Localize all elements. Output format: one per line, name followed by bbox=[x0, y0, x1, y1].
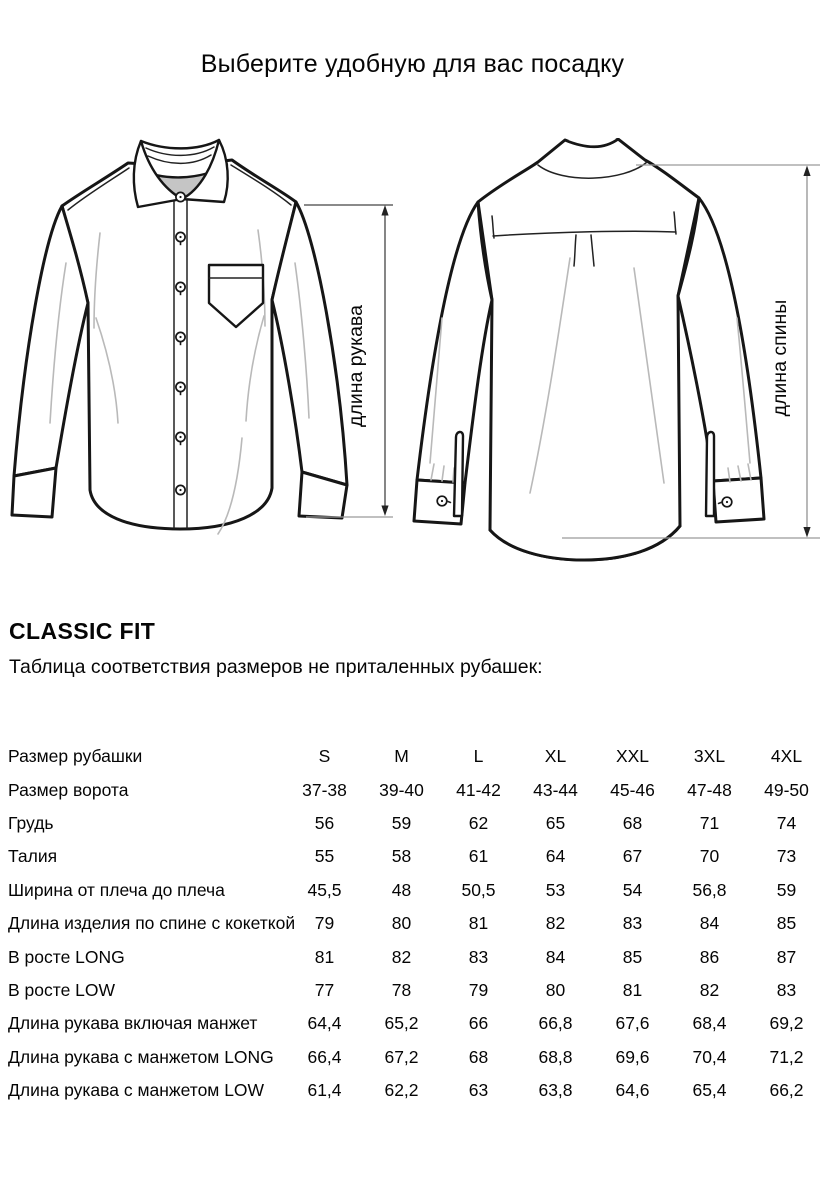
cell-value: 64 bbox=[545, 846, 566, 867]
cell-value: 48 bbox=[391, 879, 412, 900]
collar-button bbox=[176, 192, 185, 201]
cell-value: 66 bbox=[468, 1013, 489, 1034]
cell-value: 58 bbox=[391, 846, 412, 867]
front-left-cuff bbox=[12, 468, 56, 517]
table-row bbox=[8, 840, 824, 873]
cell-value: 65,2 bbox=[384, 1013, 419, 1034]
row-label: Грудь bbox=[8, 812, 54, 833]
row-label: Размер рубашки bbox=[8, 746, 143, 767]
table-row bbox=[8, 974, 824, 1007]
cell-value: 79 bbox=[468, 979, 489, 1000]
row-label: Талия bbox=[8, 846, 58, 867]
cell-value: 56,8 bbox=[692, 879, 727, 900]
cell-value: 54 bbox=[622, 879, 643, 900]
back-right-cuff bbox=[713, 478, 764, 522]
cell-value: 62 bbox=[468, 812, 489, 833]
back-left-sleeve bbox=[417, 202, 492, 483]
cell-value: 43-44 bbox=[533, 779, 578, 800]
cell-value: 64,6 bbox=[615, 1080, 650, 1101]
front-torso bbox=[62, 160, 296, 529]
cell-value: 83 bbox=[776, 979, 797, 1000]
cell-value: 68 bbox=[468, 1046, 489, 1067]
arrow-down-icon bbox=[803, 527, 810, 538]
cell-value: 65,4 bbox=[692, 1080, 727, 1101]
back-torso bbox=[478, 139, 699, 560]
fit-heading: CLASSIC FIT bbox=[9, 618, 156, 644]
cell-value: 67,2 bbox=[384, 1046, 419, 1067]
cell-value: 39-40 bbox=[379, 779, 424, 800]
table-row bbox=[8, 807, 824, 840]
cell-value: 85 bbox=[622, 946, 643, 967]
cell-value: 61,4 bbox=[307, 1080, 342, 1101]
row-label: В росте LONG bbox=[8, 946, 125, 967]
cell-value: 74 bbox=[776, 812, 797, 833]
front-collar bbox=[134, 140, 228, 207]
cell-value: 71 bbox=[699, 812, 720, 833]
cell-value: 69,6 bbox=[615, 1046, 650, 1067]
cell-value: 82 bbox=[545, 913, 566, 934]
table-row bbox=[8, 1074, 824, 1107]
table-row bbox=[8, 1007, 824, 1040]
cell-value: 45-46 bbox=[610, 779, 655, 800]
cell-value: 61 bbox=[468, 846, 489, 867]
back-length-label: длина спины bbox=[769, 299, 791, 417]
size-table bbox=[8, 740, 824, 1107]
row-label: Длина изделия по спине с кокеткой bbox=[8, 913, 296, 934]
table-row bbox=[8, 940, 824, 973]
cell-value: 4XL bbox=[770, 746, 803, 767]
row-label: Длина рукава с манжетом LOW bbox=[8, 1080, 265, 1101]
cell-value: S bbox=[318, 746, 331, 767]
row-label: Длина рукава включая манжет bbox=[8, 1013, 258, 1034]
row-label: Размер ворота bbox=[8, 779, 129, 800]
cell-value: 50,5 bbox=[461, 879, 496, 900]
shirt-front-diagram bbox=[8, 138, 393, 570]
cell-value: 67,6 bbox=[615, 1013, 650, 1034]
table-row bbox=[8, 1041, 824, 1074]
row-label: В росте LOW bbox=[8, 979, 116, 1000]
cell-value: 84 bbox=[545, 946, 566, 967]
cell-value: 56 bbox=[314, 812, 335, 833]
arrow-up-icon bbox=[381, 205, 388, 216]
cell-value: 64,4 bbox=[307, 1013, 342, 1034]
cell-value: 66,4 bbox=[307, 1046, 342, 1067]
cell-value: 63 bbox=[468, 1080, 489, 1101]
row-label: Длина рукава с манжетом LONG bbox=[8, 1046, 274, 1067]
cell-value: 47-48 bbox=[687, 779, 732, 800]
arrow-up-icon bbox=[803, 166, 810, 177]
cell-value: 53 bbox=[545, 879, 566, 900]
table-row bbox=[8, 773, 824, 806]
cell-value: 87 bbox=[776, 946, 797, 967]
cell-value: 80 bbox=[545, 979, 566, 1000]
cell-value: 59 bbox=[391, 812, 412, 833]
cell-value: 68 bbox=[622, 812, 643, 833]
cell-value: 66,8 bbox=[538, 1013, 573, 1034]
sleeve-length-label: длина рукава bbox=[345, 305, 367, 427]
cell-value: 66,2 bbox=[769, 1080, 804, 1101]
cell-value: 79 bbox=[314, 913, 335, 934]
cell-value: 49-50 bbox=[764, 779, 809, 800]
cell-value: 62,2 bbox=[384, 1080, 419, 1101]
table-row bbox=[8, 740, 824, 773]
cell-value: M bbox=[394, 746, 409, 767]
cell-value: 81 bbox=[468, 913, 489, 934]
cell-value: 68,8 bbox=[538, 1046, 573, 1067]
cell-value: 81 bbox=[622, 979, 643, 1000]
cell-value: 59 bbox=[776, 879, 797, 900]
cell-value: 86 bbox=[699, 946, 720, 967]
cell-value: 70,4 bbox=[692, 1046, 727, 1067]
cell-value: 71,2 bbox=[769, 1046, 804, 1067]
cell-value: 81 bbox=[314, 946, 335, 967]
cell-value: XL bbox=[544, 746, 567, 767]
table-row bbox=[8, 907, 824, 940]
cell-value: 45,5 bbox=[307, 879, 342, 900]
cell-value: 73 bbox=[776, 846, 797, 867]
cell-value: 68,4 bbox=[692, 1013, 727, 1034]
cell-value: 69,2 bbox=[769, 1013, 804, 1034]
row-label: Ширина от плеча до плеча bbox=[8, 879, 225, 900]
arrow-down-icon bbox=[381, 506, 388, 517]
cell-value: 80 bbox=[391, 913, 412, 934]
cell-value: 83 bbox=[468, 946, 489, 967]
page-title: Выберите удобную для вас посадку bbox=[200, 50, 625, 78]
cell-value: 82 bbox=[391, 946, 412, 967]
cell-value: 78 bbox=[391, 979, 412, 1000]
cell-value: 3XL bbox=[693, 746, 726, 767]
cell-value: 83 bbox=[622, 913, 643, 934]
table-row bbox=[8, 874, 824, 907]
cell-value: 77 bbox=[314, 979, 335, 1000]
fit-subtitle: Таблица соответствия размеров не приталенных рубашек: bbox=[9, 656, 543, 678]
cell-value: 70 bbox=[699, 846, 720, 867]
cell-value: 41-42 bbox=[456, 779, 501, 800]
cell-value: L bbox=[473, 746, 484, 767]
cell-value: 37-38 bbox=[302, 779, 347, 800]
cell-value: 55 bbox=[314, 846, 335, 867]
cell-value: 84 bbox=[699, 913, 720, 934]
cell-value: 63,8 bbox=[538, 1080, 573, 1101]
cell-value: XXL bbox=[615, 746, 650, 767]
cell-value: 85 bbox=[776, 913, 797, 934]
cell-value: 65 bbox=[545, 812, 566, 833]
cell-value: 67 bbox=[622, 846, 643, 867]
cell-value: 82 bbox=[699, 979, 720, 1000]
shirt-back-diagram bbox=[412, 138, 822, 570]
